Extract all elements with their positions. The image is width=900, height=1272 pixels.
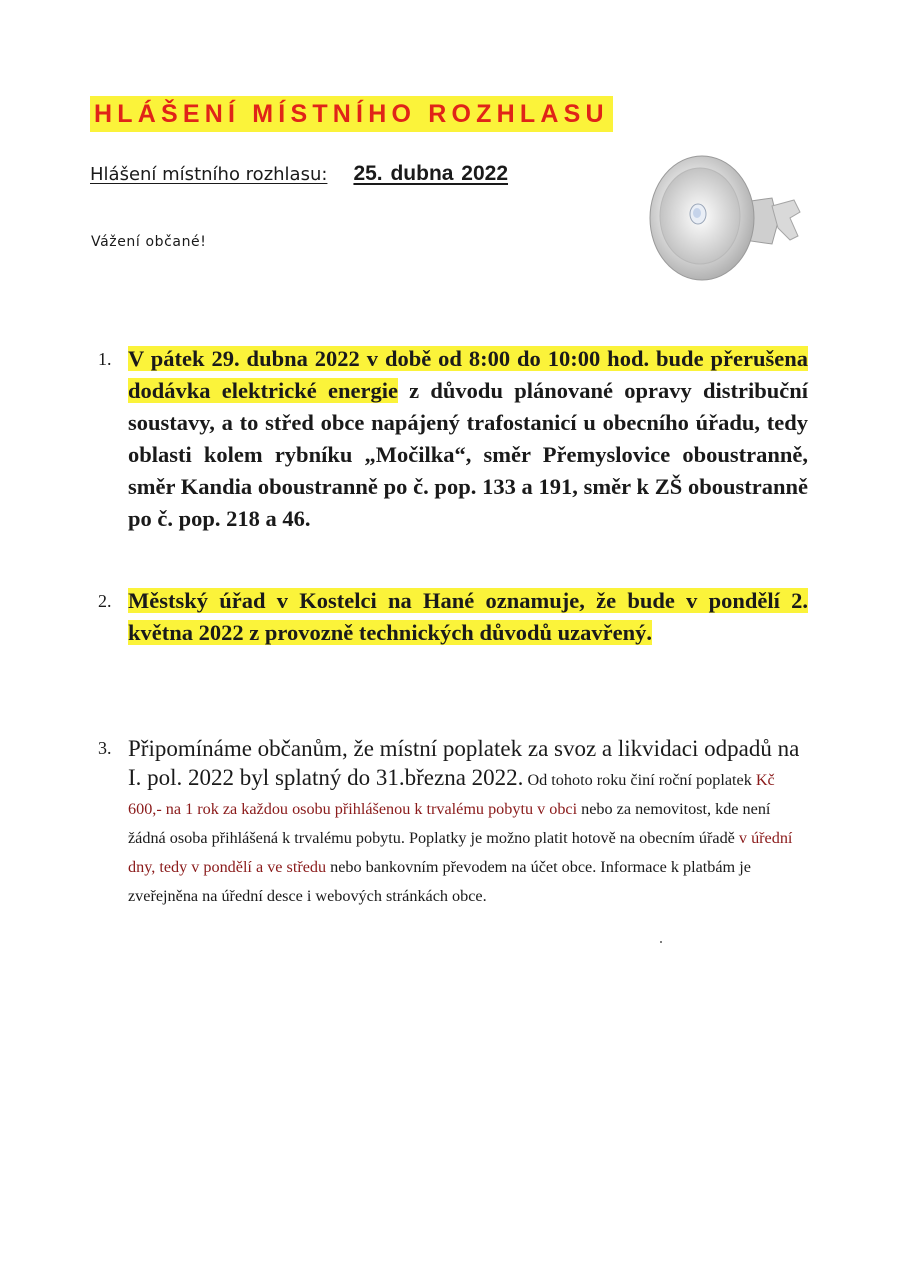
item-number: 2. bbox=[98, 591, 112, 611]
item-text-rest: z důvodu plánované opravy distribuční soustavy, a to střed obce napájený trafostanicí u obecního úřadu, tedy oblasti kolem rybníku „Močilka“, směr Přemyslovice oboustranně, směr Kandia oboustranně po č. pop. 133 a 191, směr k ZŠ oboustranně po č. pop. 218 a 46. bbox=[128, 378, 808, 531]
item-text bbox=[128, 585, 808, 649]
item-number: 1. bbox=[98, 349, 112, 369]
highlighted-text: Městský úřad v Kostelci na Hané oznamuje, že bude v pondělí 2. května 2022 z provozně technických důvodů uzavřený. bbox=[128, 588, 808, 645]
fee-detail-3: nebo bankovním převodem na účet obce. Informace k platbám je zveřejněna na úřední desce i webových stránkách obce. bbox=[128, 858, 751, 905]
item-text bbox=[128, 343, 808, 535]
stray-mark bbox=[660, 941, 662, 943]
item-text bbox=[128, 734, 808, 908]
fee-amount-text: Kč 600,- na 1 rok za každou osobu přihlášenou k trvalému pobytu v obci bbox=[128, 771, 775, 818]
announcement-date-line bbox=[90, 162, 508, 186]
fee-reminder-text bbox=[128, 734, 808, 908]
announcement-date: 25. dubna 2022 bbox=[353, 162, 509, 185]
loudspeaker-icon bbox=[644, 148, 804, 298]
fee-detail-2: nebo za nemovitost, kde není žádná osoba přihlášená k trvalému pobytu. Poplatky je možno platit hotově na obecním úřadě bbox=[128, 800, 771, 847]
greeting: Vážení občané! bbox=[91, 234, 207, 250]
subtitle-label: Hlášení místního rozhlasu: bbox=[90, 164, 328, 185]
fee-detail-1: Od tohoto roku činí roční poplatek bbox=[523, 771, 756, 789]
page-title: HLÁŠENÍ MÍSTNÍHO ROZHLASU bbox=[90, 96, 613, 132]
item-number: 3. bbox=[98, 738, 112, 758]
highlighted-text: V pátek 29. dubna 2022 v době od 8:00 do 10:00 hod. bude přerušena dodávka elektrické energie bbox=[128, 346, 808, 403]
office-days-text: v úřední dny, tedy v pondělí a ve středu bbox=[128, 829, 793, 876]
fee-reminder-lead: Připomínáme občanům, že místní poplatek za svoz a likvidaci odpadů na I. pol. 2022 byl splatný do 31.března 2022. bbox=[128, 736, 800, 790]
